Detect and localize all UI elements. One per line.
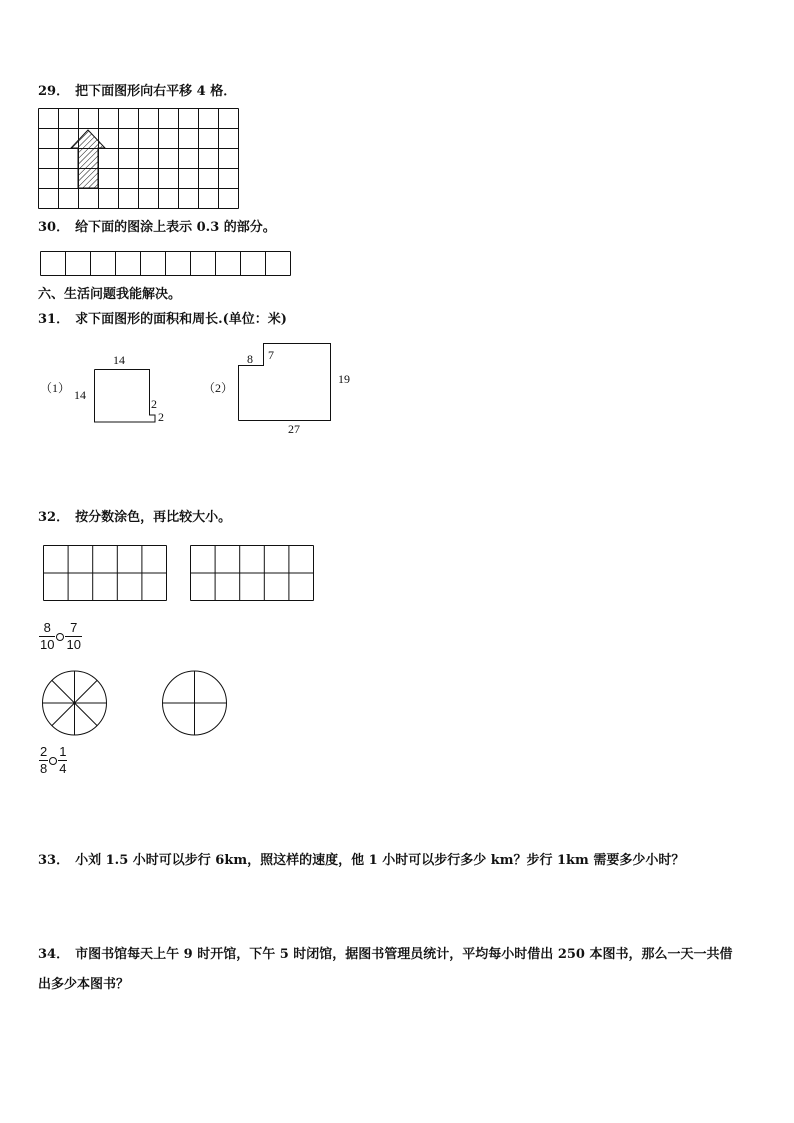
arrow-shape — [71, 130, 105, 188]
question-29 — [38, 84, 236, 100]
figure-2-label: （2） — [203, 381, 234, 395]
denominator: 4 — [59, 761, 67, 776]
section-title: 六、生活问题我能解决。 — [38, 287, 182, 302]
denominator: 10 — [40, 637, 55, 652]
figure-1-label: （1） — [40, 381, 71, 395]
question-number: 32． — [38, 510, 70, 525]
question-33 — [38, 853, 684, 869]
dimension-notch-horizontal: 2 — [158, 410, 164, 424]
question-number: 29． — [38, 84, 70, 99]
question-31 — [38, 312, 287, 328]
question-text: 市图书馆每天上午 9 时开馆，下午 5 时闭馆，据图书管理员统计，平均每小时借出 250 本图书，那么一天一共借 — [75, 947, 733, 962]
dimension-top: 14 — [113, 353, 125, 367]
numerator: 8 — [39, 620, 55, 637]
question-number: 34． — [38, 947, 70, 962]
question-number: 31． — [38, 312, 70, 327]
tenths-strip[interactable] — [40, 251, 291, 276]
fraction-left — [39, 620, 55, 653]
fraction-comparison-1 — [39, 620, 82, 653]
fraction-comparison-2 — [39, 744, 67, 777]
denominator: 8 — [40, 761, 48, 776]
question-number: 30． — [38, 220, 70, 235]
fraction-right — [65, 620, 81, 653]
question-34-continued: 出多少本图书？ — [38, 977, 130, 992]
question-32 — [38, 510, 231, 526]
compare-circle[interactable] — [49, 757, 57, 765]
numerator: 7 — [65, 620, 81, 637]
dimension-notch-vertical: 2 — [151, 397, 157, 411]
question-text: 给下面的图涂上表示 0.3 的部分。 — [75, 220, 276, 235]
denominator: 10 — [66, 637, 81, 652]
numerator: 2 — [40, 744, 48, 759]
dimension-left: 14 — [74, 388, 86, 402]
question-number: 33． — [38, 853, 70, 868]
circle-quarters[interactable] — [161, 670, 229, 736]
fraction-left — [39, 744, 48, 777]
dimension-notch-vertical: 8 — [247, 352, 253, 366]
translation-grid — [38, 108, 242, 210]
question-text: 按分数涂色，再比较大小。 — [75, 510, 232, 525]
dimension-notch-horizontal: 7 — [268, 348, 274, 362]
dimension-right: 19 — [338, 372, 350, 386]
question-34 — [38, 947, 732, 963]
question-text: 求下面图形的面积和周长.(单位：米) — [75, 312, 287, 327]
grid-rect-right[interactable] — [190, 545, 315, 601]
circle-eighths[interactable] — [41, 670, 109, 736]
dimension-bottom: 27 — [288, 422, 300, 436]
fraction-right — [58, 744, 67, 777]
grid-rect-left[interactable] — [43, 545, 168, 601]
question-text: 把下面图形向右平移 4 格． — [75, 84, 237, 99]
question-30 — [38, 220, 276, 236]
numerator: 1 — [59, 744, 67, 759]
compare-circle[interactable] — [56, 633, 64, 641]
question-text: 小刘 1.5 小时可以步行 6km，照这样的速度，他 1 小时可以步行多少 km？步行 1km 需要多少小时？ — [75, 853, 685, 868]
